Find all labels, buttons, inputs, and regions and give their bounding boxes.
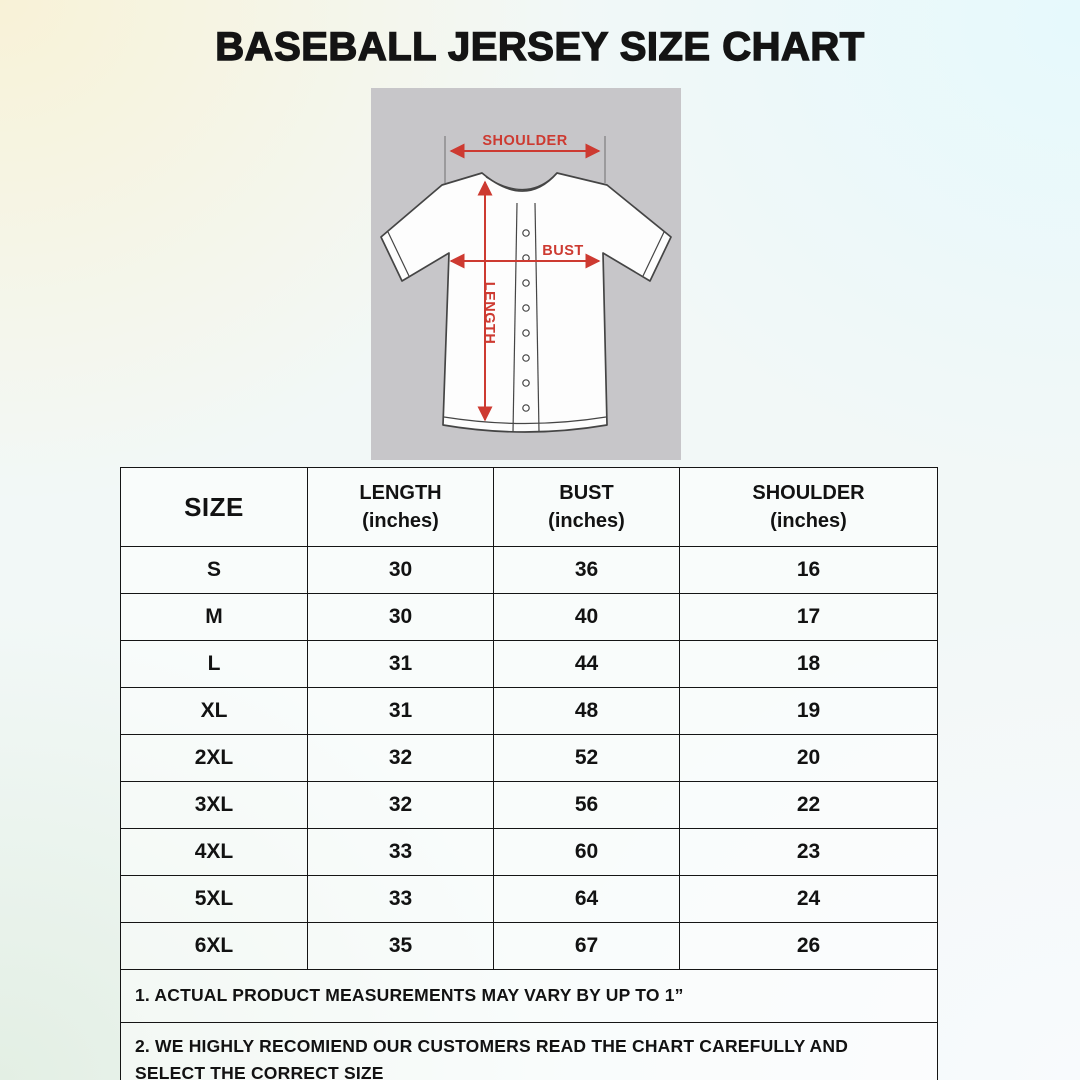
length-cell: 33: [308, 876, 494, 923]
size-cell: S: [121, 547, 308, 594]
length-cell: 30: [308, 594, 494, 641]
note-row: [121, 1023, 938, 1080]
column-header-length: [308, 468, 494, 547]
table-row: [121, 782, 938, 829]
table-row: [121, 876, 938, 923]
size-cell: M: [121, 594, 308, 641]
note-row: [121, 970, 938, 1023]
note-text-1: 1. ACTUAL PRODUCT MEASUREMENTS MAY VARY BY UP TO 1”: [121, 970, 938, 1023]
column-header-unit: (inches): [362, 510, 439, 532]
jersey-diagram-panel: [371, 88, 681, 460]
table-row: [121, 641, 938, 688]
length-cell: 35: [308, 923, 494, 970]
bust-cell: 67: [494, 923, 680, 970]
length-cell: 32: [308, 735, 494, 782]
shoulder-cell: 22: [680, 782, 938, 829]
size-chart-table: [120, 467, 938, 1080]
bust-cell: 64: [494, 876, 680, 923]
column-header-label: LENGTH: [359, 482, 442, 504]
size-cell: 2XL: [121, 735, 308, 782]
bust-arrow-label: BUST: [542, 243, 584, 259]
bust-cell: 48: [494, 688, 680, 735]
size-cell: 5XL: [121, 876, 308, 923]
page-title: BASEBALL JERSEY SIZE CHART: [215, 25, 865, 69]
bust-cell: 56: [494, 782, 680, 829]
bust-cell: 36: [494, 547, 680, 594]
shoulder-cell: 20: [680, 735, 938, 782]
size-cell: L: [121, 641, 308, 688]
length-cell: 33: [308, 829, 494, 876]
length-cell: 31: [308, 688, 494, 735]
column-header-bust: [494, 468, 680, 547]
shoulder-cell: 24: [680, 876, 938, 923]
table-row: [121, 594, 938, 641]
column-header-size: [121, 468, 308, 547]
column-header-unit: (inches): [548, 510, 625, 532]
shoulder-cell: 17: [680, 594, 938, 641]
table-row: [121, 547, 938, 594]
column-header-unit: (inches): [770, 510, 847, 532]
bust-cell: 52: [494, 735, 680, 782]
shoulder-cell: 16: [680, 547, 938, 594]
bust-cell: 60: [494, 829, 680, 876]
size-cell: 3XL: [121, 782, 308, 829]
table-row: [121, 688, 938, 735]
size-cell: 6XL: [121, 923, 308, 970]
column-header-shoulder: [680, 468, 938, 547]
length-cell: 30: [308, 547, 494, 594]
table-row: [121, 829, 938, 876]
column-header-label: SHOULDER: [752, 482, 865, 504]
header-row: [121, 468, 938, 547]
jersey-diagram: [371, 88, 681, 460]
column-header-label: BUST: [559, 482, 614, 504]
shoulder-arrow-label: SHOULDER: [482, 133, 568, 149]
jersey-outline: [381, 173, 671, 432]
note-text-2: 2. WE HIGHLY RECOMIEND OUR CUSTOMERS READ THE CHART CAREFULLY AND SELECT THE CORRECT SIZE: [121, 1023, 938, 1080]
table-row: [121, 735, 938, 782]
table-row: [121, 923, 938, 970]
shoulder-cell: 19: [680, 688, 938, 735]
length-cell: 31: [308, 641, 494, 688]
bust-cell: 44: [494, 641, 680, 688]
shoulder-cell: 26: [680, 923, 938, 970]
length-cell: 32: [308, 782, 494, 829]
column-header-label: SIZE: [184, 491, 244, 522]
shoulder-cell: 23: [680, 829, 938, 876]
size-cell: XL: [121, 688, 308, 735]
size-cell: 4XL: [121, 829, 308, 876]
length-arrow-label: LENGTH: [481, 281, 497, 345]
bust-cell: 40: [494, 594, 680, 641]
shoulder-cell: 18: [680, 641, 938, 688]
